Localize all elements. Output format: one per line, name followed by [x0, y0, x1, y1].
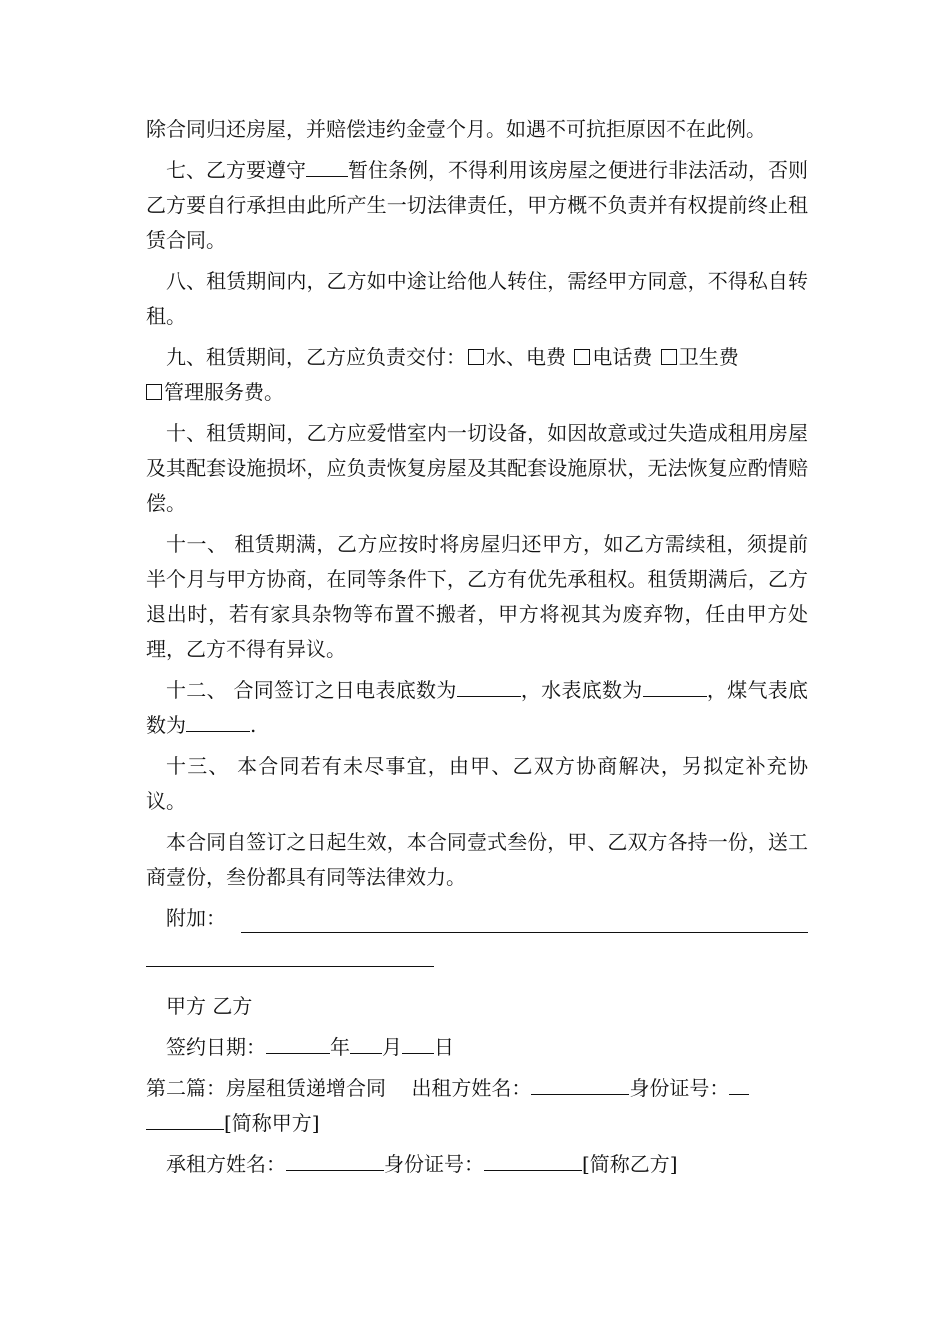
clause-8: 八、租赁期间内，乙方如中途让给他人转住，需经甲方同意，不得私自转租。: [146, 269, 808, 328]
blank-lessor-name: [531, 1076, 629, 1095]
signature-date: [146, 1030, 808, 1065]
clause-10: 十、租赁期间，乙方应爱惜室内一切设备，如因故意或过失造成租用房屋及其配套设施损坏，应负责恢复房屋及其配套设施原状，无法恢复应酌情赔偿。: [146, 421, 808, 515]
lessor-id-label: 身份证号：: [629, 1076, 730, 1100]
blank-city: [306, 158, 348, 177]
clause-12-gas: ，煤气表底数为: [146, 678, 809, 737]
option-phone: 电话费: [592, 345, 653, 369]
lessee-id-label: 身份证号：: [384, 1152, 484, 1176]
blank-lessor-id-b: [146, 1111, 224, 1130]
clause-7-rest: 暂住条例，不得利用该房屋之便进行非法活动，否则乙方要自行承担由此所产生一切法律责任，甲方概不负责并有权提前终止租赁合同。: [146, 158, 808, 252]
checkbox-phone[interactable]: [574, 349, 590, 365]
signature-parties: 甲方 乙方: [166, 994, 253, 1018]
clause-12-electric: 十二、 合同签订之日电表底数为: [166, 678, 457, 702]
checkbox-sanitation[interactable]: [661, 349, 677, 365]
option-water-electric: 水、电费: [486, 345, 566, 369]
appendix-line-1: [241, 912, 808, 933]
checkbox-water-electric[interactable]: [468, 349, 484, 365]
blank-electric-reading: [457, 678, 521, 697]
clause-12: [146, 673, 808, 743]
blank-year: [266, 1035, 330, 1054]
blank-water-reading: [643, 678, 707, 697]
option-management: 管理服务费。: [164, 380, 284, 404]
option-sanitation: 卫生费: [678, 345, 739, 369]
short-name-b: [简称乙方]: [582, 1152, 678, 1176]
short-name-a: [简称甲方]: [224, 1111, 320, 1135]
document-page: [146, 112, 808, 1188]
blank-day: [402, 1035, 434, 1054]
appendix-label: 附加：: [166, 906, 226, 930]
blank-lessee-name: [286, 1152, 384, 1171]
part-two-heading: [146, 1071, 808, 1141]
clause-9-start: 九、租赁期间，乙方应负责交付：: [166, 345, 466, 369]
clause-7: [146, 153, 808, 258]
lessee-line: [146, 1147, 808, 1182]
date-label: 签约日期：: [166, 1035, 266, 1059]
blank-month: [350, 1035, 382, 1054]
clause-7-start: 七、乙方要遵守: [166, 158, 306, 182]
day-label: 日: [434, 1035, 454, 1059]
lessor-name-label: 出租方姓名：: [411, 1076, 532, 1100]
blank-lessee-id: [484, 1152, 582, 1171]
month-label: 月: [382, 1035, 402, 1059]
lessee-name-label: 承租方姓名：: [166, 1152, 286, 1176]
year-label: 年: [330, 1035, 350, 1059]
blank-gas-reading: [186, 713, 250, 732]
blank-lessor-id-a: [729, 1076, 749, 1095]
clause-13: 十三、 本合同若有未尽事宜，由甲、乙双方协商解决，另拟定补充协议。: [146, 754, 808, 813]
clause-11: 十一、 租赁期满，乙方应按时将房屋归还甲方，如乙方需续租，须提前半个月与甲方协商，在同等条件下，乙方有优先承租权。租赁期满后，乙方退出时，若有家具杂物等布置不搬者，甲方将视其为废弃物，任由甲方处理，乙方不得有异议。: [146, 532, 808, 661]
clause-12-water: ，水表底数为: [520, 678, 643, 702]
clause-9: [146, 340, 808, 410]
part-two-title: 第二篇：房屋租赁递增合同: [146, 1076, 386, 1100]
clause-effect: 本合同自签订之日起生效，本合同壹式叁份，甲、乙双方各持一份，送工商壹份，叁份都具有同等法律效力。: [146, 830, 808, 889]
clause-12-end: .: [250, 713, 257, 737]
paragraph-breach: 除合同归还房屋，并赔偿违约金壹个月。如遇不可抗拒原因不在此例。: [146, 117, 766, 141]
checkbox-management[interactable]: [146, 384, 162, 400]
